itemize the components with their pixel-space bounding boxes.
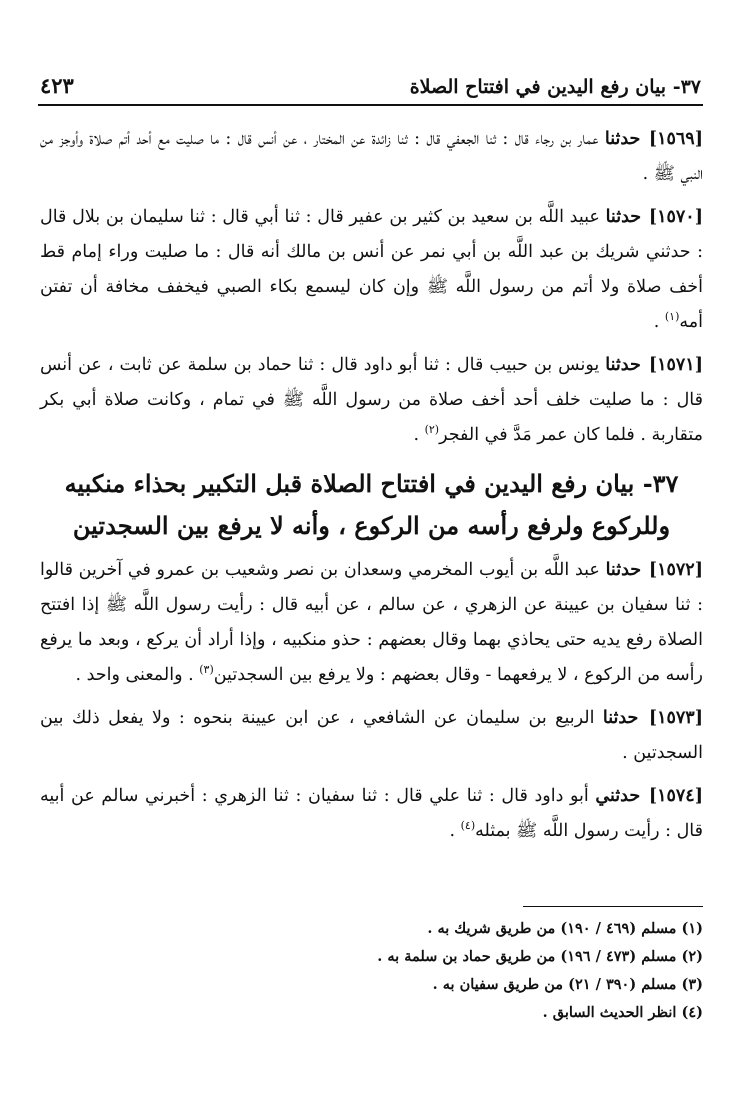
chapter-heading: ٣٧- بيان رفع اليدين في افتتاح الصلاة قبل التكبير بحذاء منكبيه وللركوع ولرفع رأسه من الركوع ، وأنه لا يرفع بين السجدتين <box>64 469 679 540</box>
hadith-lead: حدثنا <box>602 708 639 728</box>
footnotes <box>40 915 703 1027</box>
hadith-1573 <box>40 701 703 771</box>
footnote-ref: (٤) <box>460 819 476 833</box>
hadith-lead: حدثنا <box>605 560 642 580</box>
hadith-1570 <box>40 200 703 340</box>
hadith-tail: . <box>449 821 461 841</box>
footnote-ref: (٣) <box>199 663 214 677</box>
hadith-tail: . <box>413 425 425 445</box>
hadith-number: [١٥٦٩] <box>648 129 703 149</box>
hadith-1572 <box>40 553 703 693</box>
hadith-tail: . <box>653 312 665 332</box>
hadith-number: [١٥٧١] <box>648 355 703 375</box>
hadith-lead: حدثنا <box>605 207 642 227</box>
hadith-lead: حدثني <box>595 786 641 806</box>
footnote-2: (٢) مسلم (٤٧٣ / ١٩٦) من طريق حماد بن سلمة به . <box>377 948 703 965</box>
running-title: ٣٧- بيان رفع اليدين في افتتاح الصلاة <box>409 76 701 98</box>
hadith-number: [١٥٧٣] <box>648 708 703 728</box>
hadith-1569 <box>40 122 703 192</box>
hadith-1571 <box>40 348 703 453</box>
page-number: ٤٢٣ <box>40 73 74 98</box>
footnote-ref: (٢) <box>424 423 440 437</box>
hadith-lead: حدثنا <box>605 355 641 375</box>
hadith-number: [١٥٧٤] <box>648 786 703 806</box>
hadith-text: يونس بن حبيب قال : ثنا أبو داود قال : ثنا حماد بن سلمة عن ثابت ، عن أنس قال : ما صليت خلف أحد أخف صلاة من رسول اللَّه ﷺ في تمام ، وكانت صلاة أبي بكر متقاربة . فلما كان عمر مَدَّ في الفجر <box>40 355 703 445</box>
hadith-text: عبد اللَّه بن أيوب المخرمي وسعدان بن نصر وشعيب بن عمرو في آخرين قالوا : ثنا سفيان بن عيينة عن الزهري ، عن سالم ، عن أبيه قال : رأيت رسول اللَّه ﷺ إذا افتتح الصلاة رفع يديه حتى يحاذي بهما وقال بعضهم : حذو منكبيه ، وإذا أراد أن يركع ، وبعد ما يرفع رأسه من الركوع ، لا يرفعهما - وقال بعضهم : ولا يرفع بين السجدتين <box>40 560 703 685</box>
footnote-ref: (١) <box>664 310 680 324</box>
footnote-1: (١) مسلم (٤٦٩ / ١٩٠) من طريق شريك به . <box>427 920 703 937</box>
running-header <box>38 62 703 106</box>
hadith-tail: . والمعنى واحد . <box>75 665 200 685</box>
hadith-text: الربيع بن سليمان عن الشافعي ، عن ابن عيينة بنحوه : ولا يفعل ذلك بين السجدتين . <box>40 708 703 763</box>
body-text <box>40 122 703 857</box>
hadith-1574 <box>40 779 703 849</box>
hadith-number: [١٥٧٠] <box>648 207 703 227</box>
footnote-divider <box>523 906 703 907</box>
hadith-number: [١٥٧٢] <box>648 560 703 580</box>
hadith-text: أبو داود قال : ثنا علي قال : ثنا سفيان : ثنا الزهري : أخبرني سالم عن أبيه قال : رأيت رسول اللَّه ﷺ بمثله <box>40 786 703 841</box>
footnote-3: (٣) مسلم (٣٩٠ / ٢١) من طريق سفيان به . <box>432 976 703 993</box>
footnote-4: (٤) انظر الحديث السابق . <box>542 1004 703 1021</box>
hadith-lead: حدثنا <box>604 129 641 149</box>
hadith-text: عبيد اللَّه بن سعيد بن كثير بن عفير قال : ثنا أبي قال : ثنا سليمان بن بلال قال : حدثني شريك بن عبد اللَّه بن أبي نمر عن أنس بن مالك أنه قال : ما صليت وراء إمام قط أخف صلاة ولا أتم من رسول اللَّه ﷺ وإن كان ليسمع بكاء الصبي فيخفف مخافة أن تفتن أمه <box>40 207 703 332</box>
hadith-text: عمار بن رجاء قال : ثنا الجعفي قال : ثنا زائدة عن المختار ، عن أنس قال : ما صليت مع أحد أتم صلاة وأوجز من النبي ﷺ . <box>40 129 703 184</box>
